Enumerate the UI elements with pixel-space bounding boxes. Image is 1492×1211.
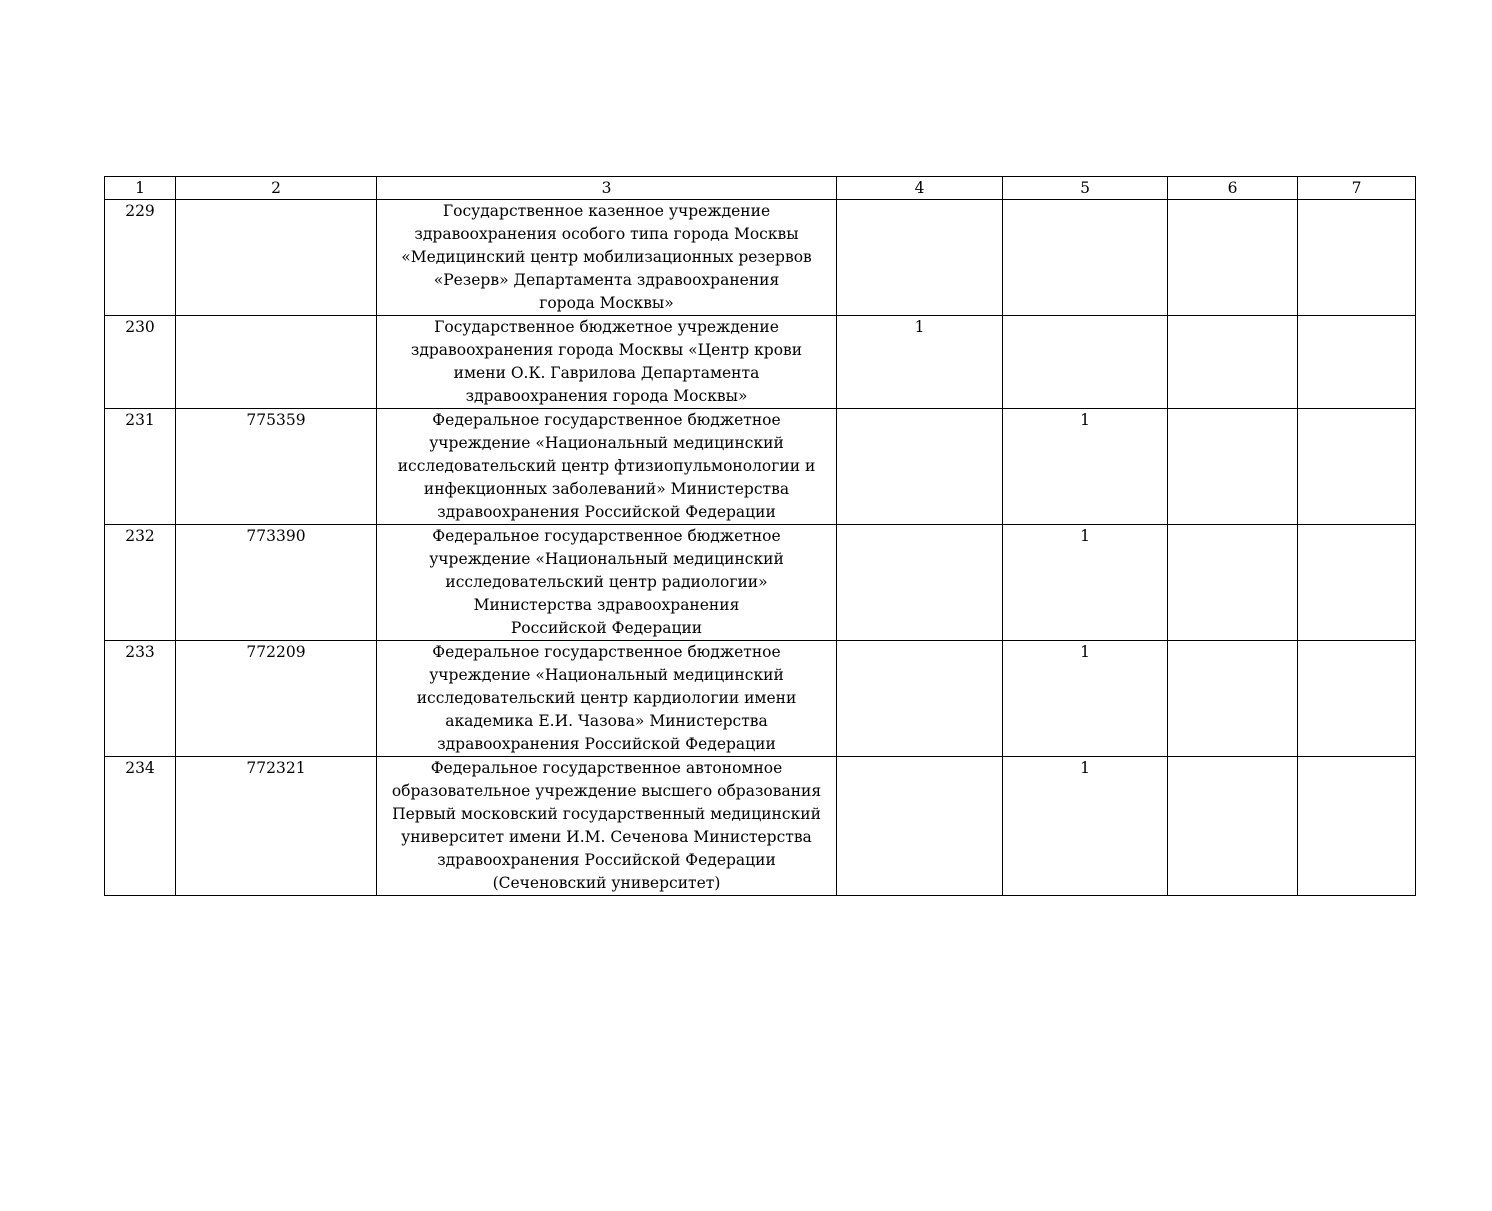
table-row bbox=[105, 316, 1416, 409]
column-4-value bbox=[837, 200, 1003, 316]
column-header: 2 bbox=[176, 177, 377, 200]
column-header: 7 bbox=[1298, 177, 1416, 200]
column-4-value bbox=[837, 409, 1003, 525]
column-6-value bbox=[1168, 409, 1298, 525]
column-7-value bbox=[1298, 409, 1416, 525]
column-4-value bbox=[837, 757, 1003, 896]
column-6-value bbox=[1168, 316, 1298, 409]
organization-code bbox=[176, 200, 377, 316]
organization-code: 772209 bbox=[176, 641, 377, 757]
row-number: 230 bbox=[105, 316, 176, 409]
row-number: 232 bbox=[105, 525, 176, 641]
column-7-value bbox=[1298, 316, 1416, 409]
column-4-value: 1 bbox=[837, 316, 1003, 409]
column-5-value bbox=[1003, 316, 1168, 409]
column-header: 1 bbox=[105, 177, 176, 200]
table-row bbox=[105, 409, 1416, 525]
column-header: 5 bbox=[1003, 177, 1168, 200]
column-header: 6 bbox=[1168, 177, 1298, 200]
column-7-value bbox=[1298, 757, 1416, 896]
column-5-value bbox=[1003, 200, 1168, 316]
organization-name: Федеральное государственное бюджетное учреждение «Национальный медицинский исследовательский центр фтизиопульмонологии и инфекционных заболеваний» Министерства здравоохранения Российской Федерации bbox=[377, 409, 837, 525]
organization-name: Федеральное государственное бюджетное учреждение «Национальный медицинский исследовательский центр кардиологии имени академика Е.И. Чазова» Министерства здравоохранения Российской Федерации bbox=[377, 641, 837, 757]
organization-name: Федеральное государственное автономное образовательное учреждение высшего образования Первый московский государственный медицинский университет имени И.М. Сеченова Министерства здравоохранения Российской Федерации (Сеченовский университет) bbox=[377, 757, 837, 896]
organization-code bbox=[176, 316, 377, 409]
column-6-value bbox=[1168, 200, 1298, 316]
column-5-value: 1 bbox=[1003, 757, 1168, 896]
organization-name: Государственное бюджетное учреждение здравоохранения города Москвы «Центр крови имени О.К. Гаврилова Департамента здравоохранения города Москвы» bbox=[377, 316, 837, 409]
row-number: 233 bbox=[105, 641, 176, 757]
column-5-value: 1 bbox=[1003, 641, 1168, 757]
table-row bbox=[105, 525, 1416, 641]
column-7-value bbox=[1298, 200, 1416, 316]
column-5-value: 1 bbox=[1003, 525, 1168, 641]
organization-code: 775359 bbox=[176, 409, 377, 525]
table-row bbox=[105, 757, 1416, 896]
table-body bbox=[105, 177, 1416, 896]
column-6-value bbox=[1168, 525, 1298, 641]
row-number: 231 bbox=[105, 409, 176, 525]
column-5-value: 1 bbox=[1003, 409, 1168, 525]
column-7-value bbox=[1298, 525, 1416, 641]
row-number: 229 bbox=[105, 200, 176, 316]
column-6-value bbox=[1168, 641, 1298, 757]
organization-code: 773390 bbox=[176, 525, 377, 641]
column-4-value bbox=[837, 525, 1003, 641]
organization-name: Федеральное государственное бюджетное учреждение «Национальный медицинский исследовательский центр радиологии» Министерства здравоохранения Российской Федерации bbox=[377, 525, 837, 641]
column-4-value bbox=[837, 641, 1003, 757]
row-number: 234 bbox=[105, 757, 176, 896]
table-row bbox=[105, 641, 1416, 757]
organization-code: 772321 bbox=[176, 757, 377, 896]
column-header: 4 bbox=[837, 177, 1003, 200]
column-6-value bbox=[1168, 757, 1298, 896]
organizations-table bbox=[104, 176, 1416, 896]
organization-name: Государственное казенное учреждение здравоохранения особого типа города Москвы «Медицинский центр мобилизационных резервов «Резерв» Департамента здравоохранения города Москвы» bbox=[377, 200, 837, 316]
table-row bbox=[105, 200, 1416, 316]
column-7-value bbox=[1298, 641, 1416, 757]
column-header: 3 bbox=[377, 177, 837, 200]
table-header-row bbox=[105, 177, 1416, 200]
document-page bbox=[104, 176, 1415, 896]
